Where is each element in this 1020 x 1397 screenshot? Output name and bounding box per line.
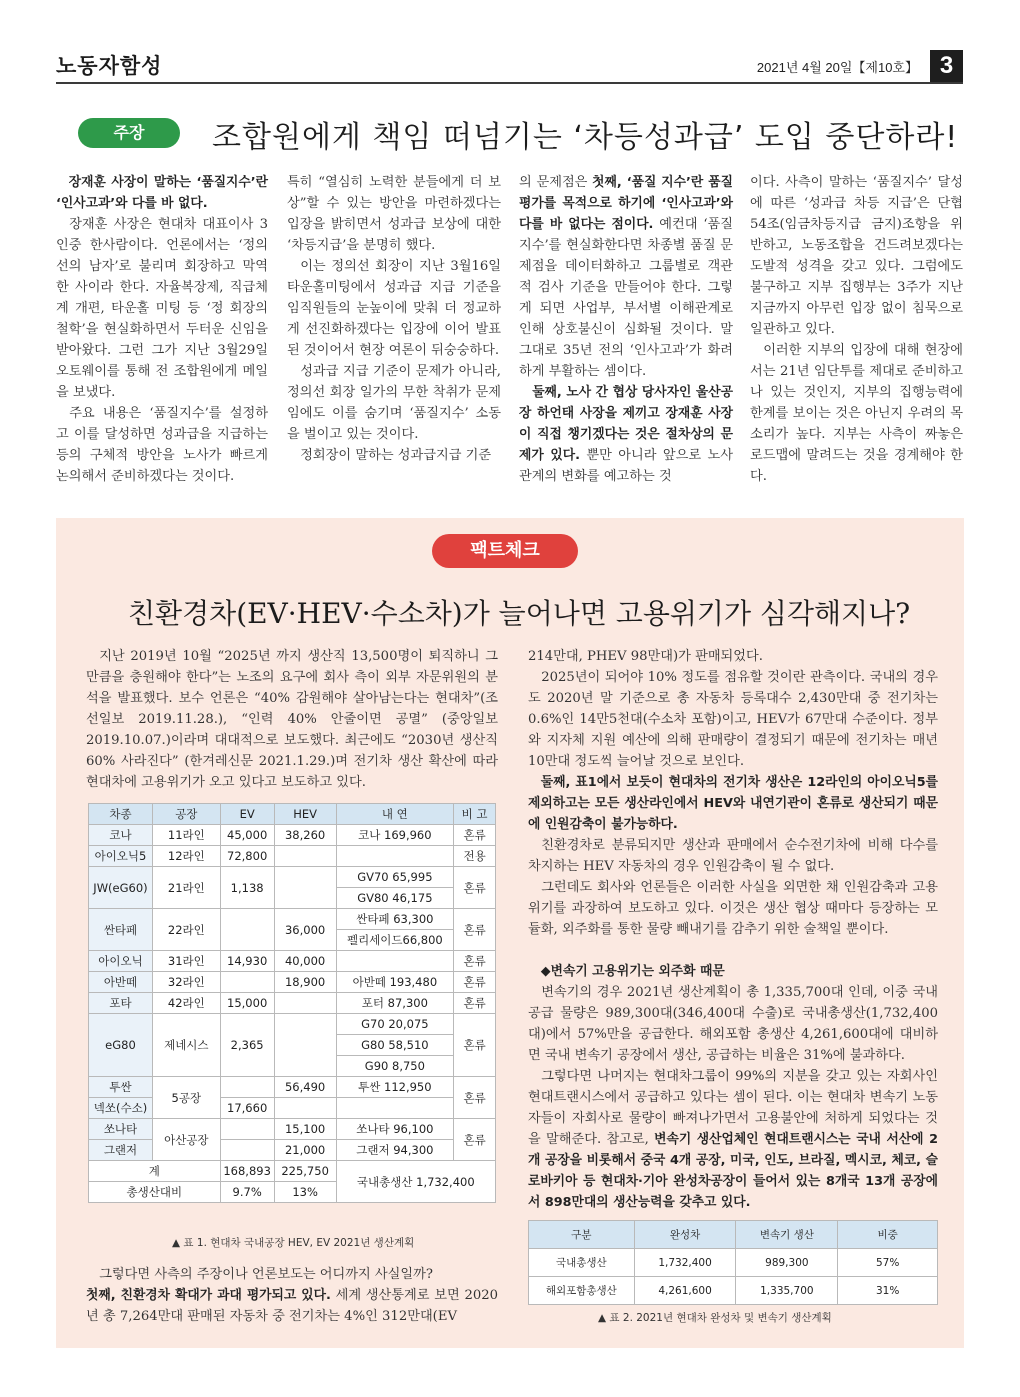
table-transmission-production <box>528 1220 938 1305</box>
table-row: 투싼 5공장 56,490 투싼 112,950 혼류 <box>89 1077 496 1098</box>
table-row: 국내총생산 1,732,400 989,300 57% <box>529 1249 938 1277</box>
opinion-column-4 <box>750 172 963 487</box>
paragraph: 특히 “열심히 노력한 분들에게 더 보상”할 수 있는 방안을 마련하겠다는 입장을 밝히면서 성과급 보상에 대한 ‘차등지급’을 분명히 했다. <box>287 175 501 253</box>
table-header-row: 차종 공장 EV HEV 내 연 비 고 <box>89 804 496 825</box>
paragraph: 변속기의 경우 2021년 생산계획이 총 1,335,700대 인데, 이중 국내공급 물량은 989,300대(346,400대 수출)로 국내총생산(1,732,400대)에서 57%만을 공급한다. 해외포함 총생산 4,261,600대에 대비하면 국내 변속기 공장에서 생산, 공급하는 비율은 31%에 불과하다. <box>528 985 938 1063</box>
masthead: 노동자함성 <box>56 54 163 78</box>
paragraph: 주요 내용은 ‘품질지수’를 설정하고 이를 달성하면 성과급을 지급하는 등의 구체적 방안을 노사가 빠르게 논의해서 준비하겠다는 것이다. <box>56 406 268 484</box>
header-divider <box>56 82 963 84</box>
paragraph: 이다. 사측이 말하는 ‘품질지수’ 달성에 따른 ‘성과급 차등 지급’은 단협 54조(임금차등지급 금지)조항을 위반하고, 노동조합을 건드려보겠다는 도발적 성격을 갖고 있다. 그럼에도 불구하고 지부 집행부는 3주가 지난 지금까지 아무런 입장 없이 침묵으로 일관하고 있다. <box>750 175 963 337</box>
table-row: 싼타페 22라인 36,000 싼타페 63,300 혼류 <box>89 909 496 930</box>
opinion-subhead: 장재훈 사장이 말하는 ‘품질지수’란 ‘인사고과’와 다를 바 없다. <box>56 175 268 211</box>
table-row: 그랜저 21,000 그랜저 94,300 <box>89 1140 496 1161</box>
table-ratio-row: 총생산대비 9.7% 13% <box>89 1182 496 1203</box>
paragraph: 2025년이 되어야 10% 정도를 점유할 것이란 관측이다. 국내의 경우도 2020년 말 기준으로 총 자동차 등록대수 2,430만대 중 전기차는 0.6%인 14만5천대(수소차 포함)이고, HEV가 67만대 수준이다. 정부와 지자체 지원 예산에 의해 판매량이 결정되기 때문에 전기차는 매년 10만대 정도씩 늘어날 것으로 보인다. <box>528 670 938 769</box>
paragraph: 의 문제점은 첫째, ‘품질 지수’란 품질평가를 목적으로 하기에 ‘인사고과’와 다를 바 없다는 점이다. 예컨대 ‘품질지수’를 현실화한다면 차종별 품질 문제점을 데이터화하고 그룹별로 객관적 검사 기준을 만들어야 한다. 그렇게 되면 사업부, 부서별 이해관계로 인해 상호불신이 심화될 것이다. 말 그대로 35년 전의 ‘인사고과’가 화려하게 부활하는 셈이다. <box>519 175 734 379</box>
paragraph: 그렇다면 나머지는 현대차그룹이 99%의 지분을 갖고 있는 자회사인 현대트랜시스에서 공급하고 있다는 셈이 된다. 이는 현대차 변속기 노동자들이 자회사로 물량이 빠져나가면서 고용불안에 처하게 되었다는 것을 말해준다. 참고로, 변속기 생산업체인 현대트랜시스는 국내 서산에 2개 공장을 비롯해서 중국 4개 공장, 미국, 인도, 브라질, 멕시코, 체코, 슬로바키아 등 현대차·기아 완성차공장이 들어서 있는 8개국 13개 공장에서 898만대의 생산능력을 갖추고 있다. <box>528 1069 938 1210</box>
factcheck-badge: 팩트체크 <box>432 534 578 568</box>
paragraph: 친환경차로 분류되지만 생산과 판매에서 순수전기차에 비해 다수를 차지하는 HEV 자동차의 경우 인원감축이 될 수 없다. <box>528 838 938 874</box>
table-row: G90 8,750 <box>89 1056 496 1077</box>
opinion-column-3 <box>519 172 733 487</box>
opinion-column-2 <box>287 172 501 466</box>
opinion-badge: 주장 <box>78 118 180 148</box>
table-total-row: 계 168,893 225,750 국내총생산 1,732,400 <box>89 1161 496 1182</box>
table2-caption: ▲ 표 2. 2021년 현대차 완성차 및 변속기 생산계획 <box>598 1312 832 1324</box>
factcheck-left-bottom <box>86 1264 498 1327</box>
table-row: GV80 46,175 <box>89 888 496 909</box>
issue-date: 2021년 4월 20일【제10호】 <box>756 60 918 75</box>
paragraph: 정회장이 말하는 성과급지급 기준 <box>300 448 492 463</box>
paragraph: 첫째, 친환경차 확대가 과대 평가되고 있다. 세계 생산통계로 보면 2020년 총 7,264만대 판매된 자동차 중 전기차는 4%인 312만대(EV <box>86 1288 498 1324</box>
table-header-row: 구분 완성차 변속기 생산 비중 <box>529 1221 938 1249</box>
table-row: eG80 제네시스 2,365 G70 20,075 혼류 <box>89 1014 496 1035</box>
paragraph: 장재훈 사장은 현대차 대표이사 3인중 한사람이다. 언론에서는 ‘정의선의 남자’로 불리며 회장하고 막역한 사이라 한다. 자율복장제, 직급체계 개편, 타운홀 미팅 등 ‘정 회장의 철학’을 현실화하면서 두터운 신임을 받아왔다. 그런 그가 지난 3월29일 오토웨이를 통해 전 조합원에게 메일을 보냈다. <box>56 217 268 400</box>
table-row: JW(eG60) 21라인 1,138 GV70 65,995 혼류 <box>89 867 496 888</box>
factcheck-right-column <box>528 646 938 1213</box>
paragraph: 그렇다면 사측의 주장이나 언론보도는 어디까지 사실일까? <box>99 1267 433 1282</box>
table-row: 코나 11라인 45,000 38,260 코나 169,960 혼류 <box>89 825 496 846</box>
factcheck-left-intro <box>86 646 498 793</box>
table-row: 펠리세이드66,800 <box>89 930 496 951</box>
paragraph: 둘째, 표1에서 보듯이 현대차의 전기차 생산은 12라인의 아이오닉5를 제외하고는 모든 생산라인에서 HEV와 내연기관이 혼류로 생산되기 때문에 인원감축이 불가능하다. <box>528 775 938 832</box>
paragraph: 지난 2019년 10월 “2025년 까지 생산직 13,500명이 퇴직하니 그만큼을 충원해야 한다”는 노조의 요구에 회사 측이 외부 자문위원의 분석을 발표했다. 보수 언론은 “40% 감원해야 살아남는다는 현대차”(조선일보 2019.11.28.), “인력 40% 안줄이면 공멸” (중앙일보 2019.10.07.)이라며 대대적으로 보도했다. 최근에도 “2030년 생산직 60% 사라진다” (한겨레신문 2021.1.29.)며 전기차 생산 확산에 따라 현대차에 고용위기가 오고 있다고 보도하고 있다. <box>86 649 498 790</box>
factcheck-headline: 친환경차(EV·HEV·수소차)가 늘어나면 고용위기가 심각해지나? <box>128 597 911 630</box>
table-row: 포타 42라인 15,000 포터 87,300 혼류 <box>89 993 496 1014</box>
opinion-headline: 조합원에게 책임 떠넘기는 ‘차등성과급’ 도입 중단하라! <box>212 120 959 155</box>
paragraph: 그런데도 회사와 언론들은 이러한 사실을 외면한 채 인원감축과 고용위기를 과장하여 보도하고 있다. 이것은 생산 협상 때마다 등장하는 모듈화, 외주화를 통한 물량 빼내기를 감추기 위한 술책일 뿐이다. <box>528 880 938 937</box>
table-row: 넥쏘(수소) 17,660 <box>89 1098 496 1119</box>
table-ev-hev-production <box>88 803 496 1203</box>
table-row: 아이오닉 31라인 14,930 40,000 혼류 <box>89 951 496 972</box>
table-row: 해외포함총생산 4,261,600 1,335,700 31% <box>529 1277 938 1305</box>
paragraph: 둘째, 노사 간 협상 당사자인 울산공장 하언태 사장을 제끼고 장재훈 사장이 직접 챙기겠다는 것은 절차상의 문제가 있다. 뿐만 아니라 앞으로 노사관계의 변화를 예고하는 것 <box>519 385 733 484</box>
table-row: 쏘나타 아산공장 15,100 쏘나타 96,100 혼류 <box>89 1119 496 1140</box>
factcheck-subhead: ◆변속기 고용위기는 외주화 때문 <box>540 964 725 979</box>
opinion-column-1 <box>56 172 268 487</box>
table1-caption: ▲ 표 1. 현대차 국내공장 HEV, EV 2021년 생산계획 <box>172 1237 415 1249</box>
paragraph: 이러한 지부의 입장에 대해 현장에서는 21년 임단투를 제대로 준비하고나 있는 것인지, 지부의 집행능력에 한계를 보이는 것은 아닌지 우려의 목소리가 높다. 지부는 사측이 짜놓은 로드맵에 말려드는 것을 경계해야 한다. <box>750 343 963 484</box>
table-row: 아이오닉5 12라인 72,800 전용 <box>89 846 496 867</box>
paragraph: 214만대, PHEV 98만대)가 판매되었다. <box>528 649 763 664</box>
paragraph: 이는 정의선 회장이 지난 3월16일 타운홀미팅에서 성과급 지급 기준을 임직원들의 눈높이에 맞춰 더 정교하게 선진화하겠다는 입장에 이어 발표된 것이어서 현장 여론이 뒤숭숭하다. <box>287 259 501 358</box>
paragraph: 성과급 지급 기준이 문제가 아니라, 정의선 회장 일가의 무한 착취가 문제임에도 이를 숨기며 ‘품질지수’ 소동을 벌이고 있는 것이다. <box>287 364 501 442</box>
table-row: G80 58,510 <box>89 1035 496 1056</box>
page-number: 3 <box>930 50 963 82</box>
table-row: 아반떼 32라인 18,900 아반떼 193,480 혼류 <box>89 972 496 993</box>
